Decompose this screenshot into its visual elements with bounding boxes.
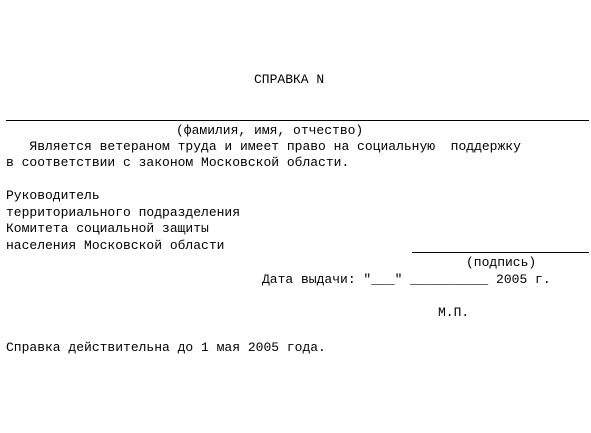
stamp-placeholder: М.П. xyxy=(438,305,470,320)
signatory-line-3: Комитета социальной защиты xyxy=(6,221,209,236)
document-title: СПРАВКА N xyxy=(254,72,325,87)
signature-caption: (подпись) xyxy=(466,255,537,270)
name-underline xyxy=(6,120,589,121)
signatory-line-4: населения Московской области xyxy=(6,238,225,253)
issue-date: Дата выдачи: "___" __________ 2005 г. xyxy=(262,272,551,287)
validity-statement: Справка действительна до 1 мая 2005 года. xyxy=(6,340,326,355)
signature-line xyxy=(412,252,589,253)
name-caption: (фамилия, имя, отчество) xyxy=(176,123,364,138)
signatory-line-2: территориального подразделения xyxy=(6,205,241,220)
signatory-line-1: Руководитель xyxy=(6,188,100,203)
body-text-line-2: в соответствии с законом Московской области. xyxy=(6,155,350,170)
body-text-line-1: Является ветераном труда и имеет право на социальную поддержку xyxy=(6,139,521,154)
